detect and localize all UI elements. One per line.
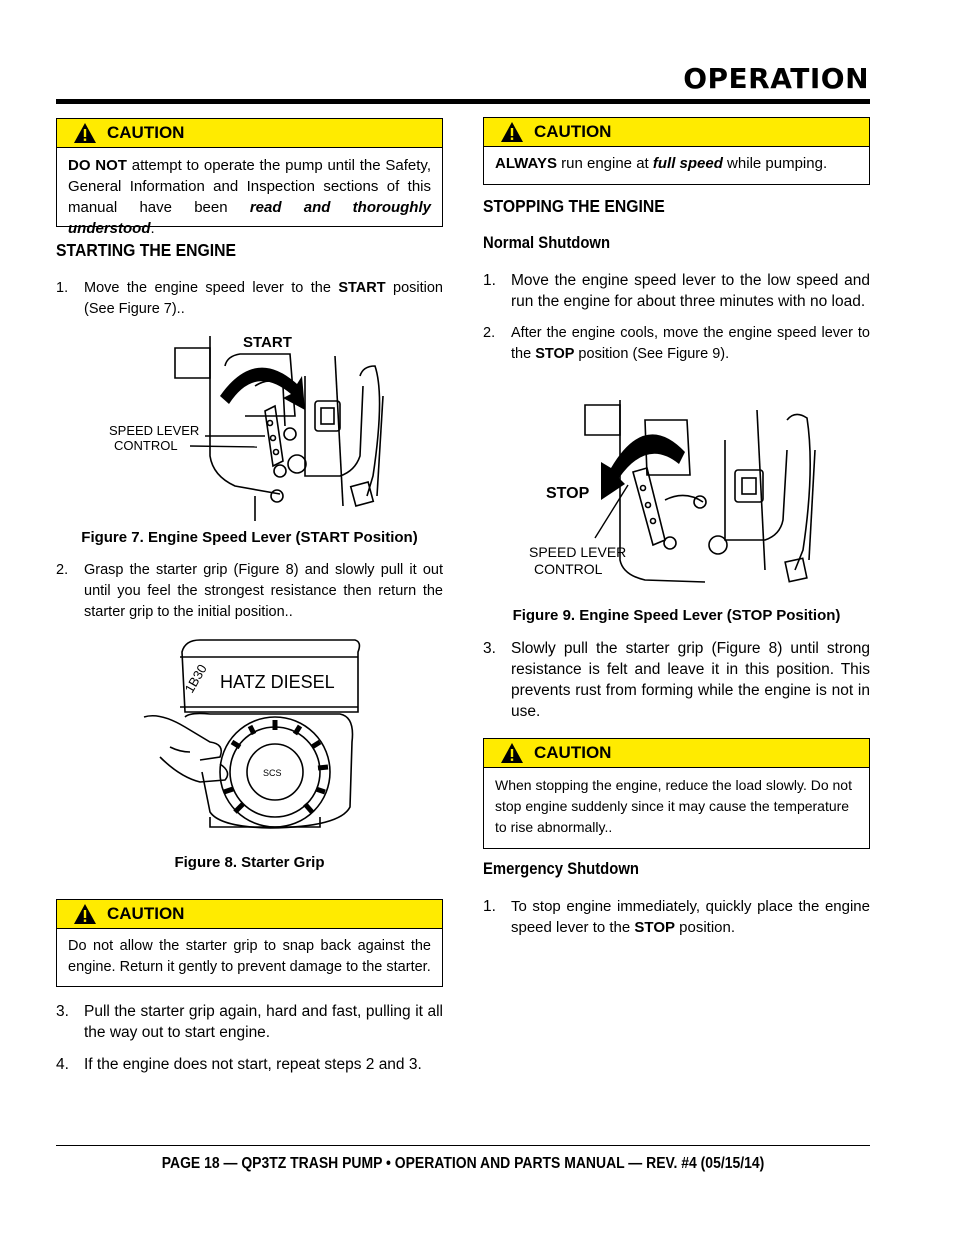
step-text-post: position (See Figure 7).. [84, 280, 443, 317]
figure-7-engine-speed-lever-start [105, 326, 395, 526]
figure-9-engine-speed-lever-stop [525, 390, 825, 590]
starting-step-2 [56, 560, 443, 626]
label-speed-lever: SPEED LEVER [529, 544, 627, 560]
engine-code: 1B30 [181, 661, 210, 696]
caution-label: CAUTION [107, 904, 185, 923]
figure-8-caption: Figure 8. Starter Grip [174, 854, 325, 871]
step-text: Slowly pull the starter grip (Figure 8) until strong resistance is felt and leave it in this position. This prevents rust from forming while the engine is not in use. [511, 640, 870, 720]
step-text-post: position. [675, 919, 736, 936]
step-text-pre: To stop engine immediately, quickly place the engine speed lever to the [511, 898, 870, 936]
section-title-starting: STARTING THE ENGINE [56, 240, 236, 260]
starting-step-4 [56, 1054, 443, 1076]
brand-hatz-diesel: HATZ DIESEL [220, 672, 335, 692]
caution-bar [57, 900, 442, 929]
step-text: If the engine does not start, repeat steps 2 and 3. [84, 1056, 422, 1073]
step-text: Move the engine speed lever to the low speed and run the engine for about three minutes with no load. [511, 272, 870, 310]
step-text-pre: Move the engine speed lever to the [84, 280, 339, 296]
step-text [511, 323, 870, 365]
caution-bar [484, 118, 869, 147]
warning-triangle-icon [500, 121, 524, 143]
scs-badge: SCS [263, 768, 282, 778]
starting-step-1 [56, 278, 443, 322]
caution-text: Do not allow the starter grip to snap back against the engine. Return it gently to prevent damage to the starter. [68, 938, 431, 975]
caution-body: run engine at [556, 155, 653, 172]
caution-text [484, 147, 869, 181]
figure-9-caption: Figure 9. Engine Speed Lever (STOP Position) [512, 607, 841, 624]
caution-text [57, 148, 442, 246]
step-number: 1. [56, 280, 69, 296]
step-bold: STOP [535, 346, 575, 362]
warning-triangle-icon [500, 742, 524, 764]
caution-box-do-not-operate [56, 118, 443, 237]
section-title-stopping: STOPPING THE ENGINE [483, 196, 665, 216]
page-footer: PAGE 18 — QP3TZ TRASH PUMP • OPERATION AND PARTS MANUAL — REV. #4 (05/15/14) [161, 1155, 765, 1172]
caution-bar [57, 119, 442, 148]
footer-rule [56, 1145, 870, 1146]
caution-box-full-speed [483, 117, 870, 185]
step-text: Grasp the starter grip (Figure 8) and slowly pull it out until you feel the strongest resistance then return the starter grip to the initial position.. [84, 562, 443, 620]
caution-box-stop-slowly [483, 738, 870, 849]
figure-7-caption: Figure 7. Engine Speed Lever (START Position) [81, 529, 418, 546]
step-text-pre: After the engine cools, move the engine speed lever to the [511, 325, 870, 362]
label-control: CONTROL [534, 561, 603, 577]
step-number: 3. [56, 1003, 69, 1020]
caution-label: CAUTION [107, 123, 185, 142]
page-title: OPERATION [683, 62, 869, 95]
caution-body: attempt to operate the pump until the Safety, General Information and Inspection sections of this manual have been [68, 157, 431, 216]
stopping-step-1 [483, 270, 870, 314]
step-text-post: position (See Figure 9). [574, 346, 730, 362]
caution-box-starter-grip [56, 899, 443, 987]
caution-lead: ALWAYS [495, 155, 557, 172]
step-number: 2. [483, 325, 496, 341]
caution-text: When stopping the engine, reduce the load slowly. Do not stop engine suddenly since it may cause the temperature to rise abnormally.. [495, 777, 852, 835]
subsection-emergency-shutdown: Emergency Shutdown [483, 860, 639, 878]
label-speed-lever: SPEED LEVER [109, 423, 200, 438]
step-number: 3. [483, 640, 496, 657]
figure-8-starter-grip [140, 632, 370, 837]
caution-label: CAUTION [534, 743, 612, 762]
caution-label: CAUTION [534, 122, 612, 141]
caution-end: . [150, 220, 155, 237]
step-bold: START [338, 280, 386, 296]
warning-triangle-icon [73, 122, 97, 144]
caution-emphasis: read and thoroughly understood [68, 199, 431, 237]
step-number: 1. [483, 898, 496, 915]
step-number: 4. [56, 1056, 69, 1073]
caution-end: while pumping. [722, 155, 828, 172]
stopping-step-3 [483, 638, 870, 724]
caution-emphasis: full speed [652, 155, 723, 172]
caution-bar [484, 739, 869, 768]
emergency-step-1 [483, 896, 870, 940]
label-control: CONTROL [114, 438, 178, 453]
caution-lead: DO NOT [68, 157, 127, 174]
step-text [511, 896, 870, 938]
subsection-normal-shutdown: Normal Shutdown [483, 234, 611, 252]
step-bold: STOP [634, 919, 675, 936]
step-number: 1. [483, 272, 496, 289]
step-text [84, 278, 443, 320]
label-start: START [243, 334, 292, 351]
step-text: Pull the starter grip again, hard and fast, pulling it all the way out to start engine. [84, 1003, 443, 1041]
header-rule [56, 99, 870, 104]
stopping-step-2 [483, 323, 870, 367]
starting-step-3 [56, 1001, 443, 1045]
step-number: 2. [56, 562, 69, 578]
warning-triangle-icon [73, 903, 97, 925]
label-stop: STOP [546, 485, 590, 502]
